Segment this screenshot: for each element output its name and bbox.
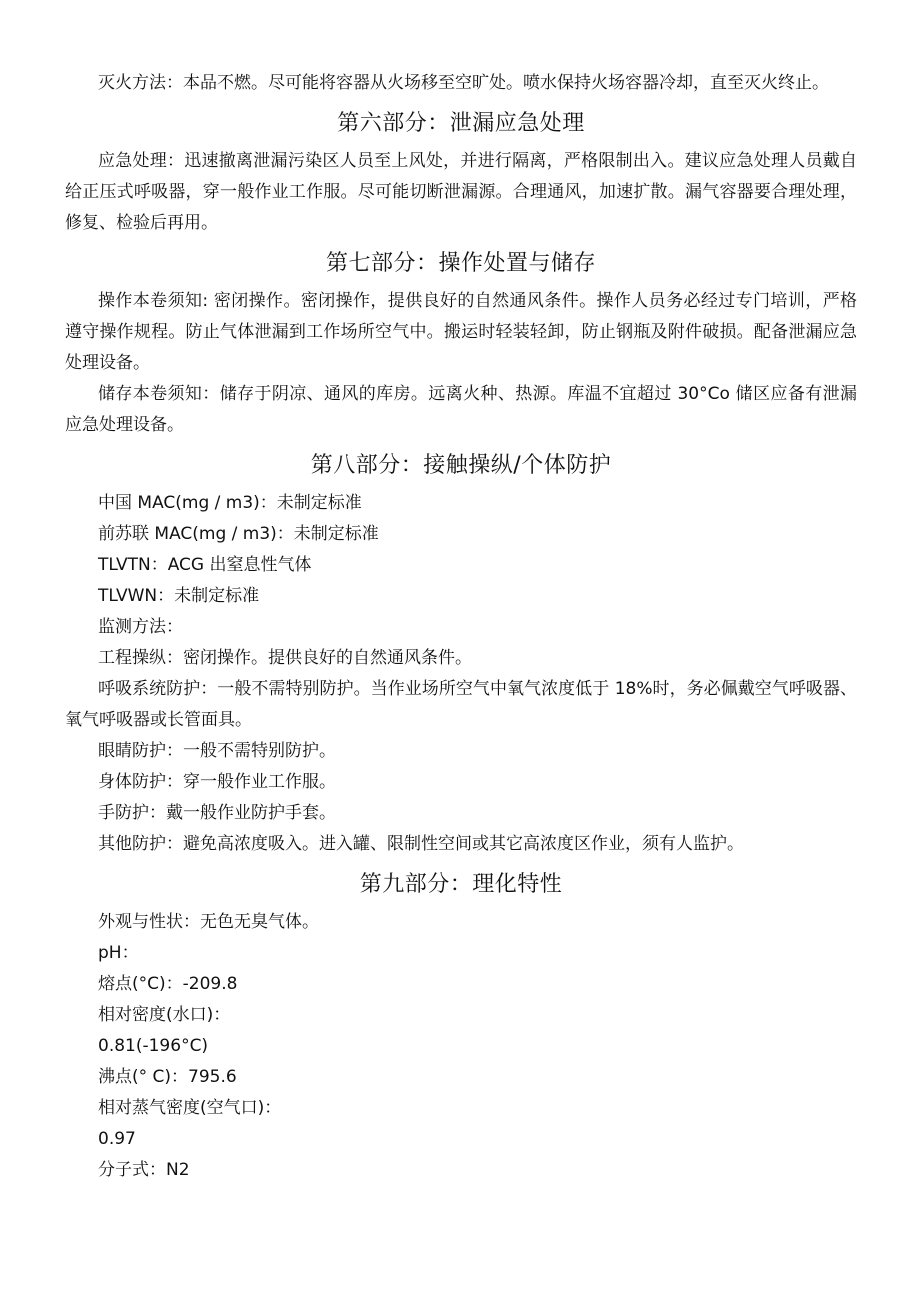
monitoring-method: 监测方法： (98, 617, 183, 637)
tlvtn: TLVTN：ACG 出窒息性气体 (98, 555, 312, 575)
fire-fighting-method: 灭火方法：本品不燃。尽可能将容器从火场移至空旷处。喷水保持火场容器冷却，直至灭火终止。 (98, 73, 829, 93)
ussr-mac: 前苏联 MAC(mg / m3)：未制定标准 (98, 524, 379, 544)
operation-notes: 操作本卷须知: 密闭操作。密闭操作，提供良好的自然通风条件。操作人员务必经过专门培训，严格遵守操作规程。防止气体泄漏到工作场所空气中。搬运时轻装轻卸，防止钢瓶及附件破损。配备泄漏应急处理设备。 (65, 291, 857, 373)
china-mac: 中国 MAC(mg / m3)：未制定标准 (98, 493, 362, 513)
document-page (65, 68, 857, 1186)
engineering-control: 工程操纵：密闭操作。提供良好的自然通风条件。 (98, 648, 472, 668)
other-protection: 其他防护：避免高浓度吸入。进入罐、限制性空间或其它高浓度区作业，须有人监护。 (98, 834, 744, 854)
section8-title: 第八部分：接触操纵/个体防护 (310, 453, 612, 478)
hand-protection: 手防护：戴一般作业防护手套。 (98, 803, 336, 823)
section9-title: 第九部分：理化特性 (359, 872, 563, 897)
relative-density-value: 0.81(-196°C) (98, 1036, 209, 1056)
emergency-handling: 应急处理：迅速撤离泄漏污染区人员至上风处，并进行隔离，严格限制出入。建议应急处理人员戴自给正压式呼吸器，穿一般作业工作服。尽可能切断泄漏源。合理通风，加速扩散。漏气容器要合理处理，修复、检验后再用。 (65, 151, 857, 233)
storage-notes: 储存本卷须知：储存于阴凉、通风的库房。远离火种、热源。库温不宜超过 30°Co 储区应备有泄漏应急处理设备。 (65, 384, 857, 435)
ph-value: pH： (98, 943, 139, 963)
vapor-density-label: 相对蒸气密度(空气口)： (98, 1098, 282, 1118)
vapor-density-value: 0.97 (98, 1129, 136, 1149)
molecular-formula: 分子式：N2 (98, 1160, 190, 1180)
tlvwn: TLVWN：未制定标准 (98, 586, 260, 606)
section6-title: 第六部分：泄漏应急处理 (337, 111, 585, 136)
relative-density-label: 相对密度(水口)： (98, 1005, 231, 1025)
body-protection: 身体防护：穿一般作业工作服。 (98, 772, 336, 792)
section7-title: 第七部分：操作处置与储存 (325, 251, 596, 276)
appearance: 外观与性状：无色无臭气体。 (98, 912, 319, 932)
respiratory-protection: 呼吸系统防护：一般不需特别防护。当作业场所空气中氧气浓度低于 18%时，务必佩戴空气呼吸器、氧气呼吸器或长管面具。 (65, 679, 857, 730)
boiling-point: 沸点(° C)：795.6 (98, 1067, 237, 1087)
eye-protection: 眼睛防护：一般不需特别防护。 (98, 741, 336, 761)
melting-point: 熔点(°C)：-209.8 (98, 974, 238, 994)
